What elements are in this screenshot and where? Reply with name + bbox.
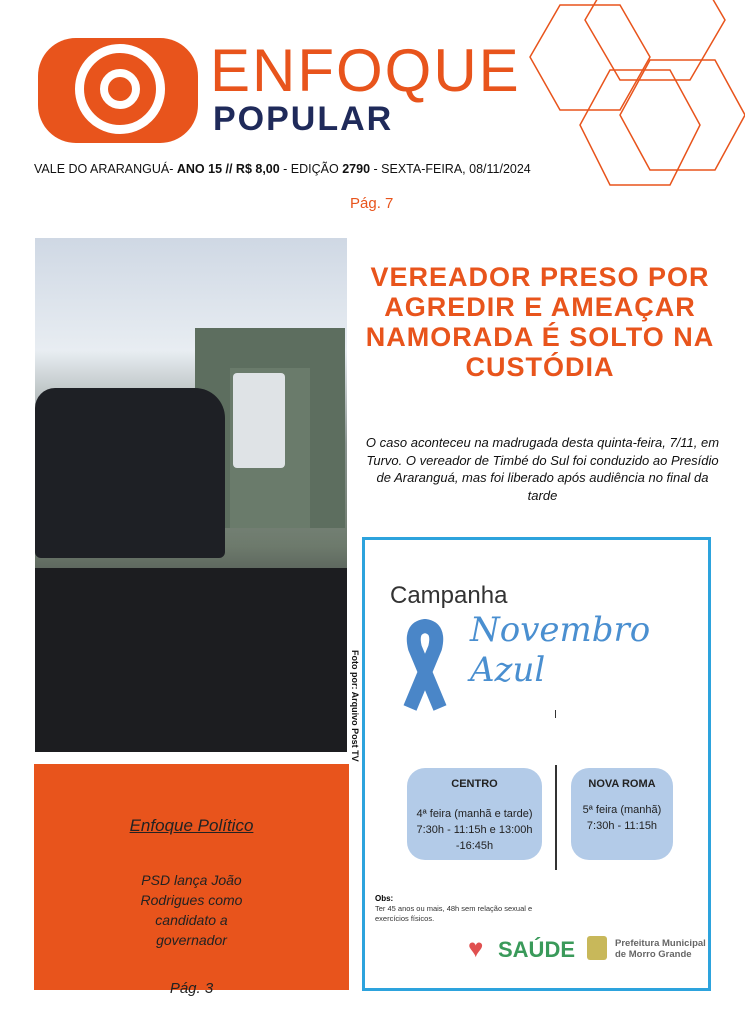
novembro-azul-ad	[362, 537, 711, 991]
masthead-subtitle: POPULAR	[213, 100, 394, 138]
obs-text: Ter 45 anos ou mais, 48h sem relação sexual e exercícios físicos.	[375, 904, 533, 923]
masthead-title: ENFOQUE	[210, 37, 521, 104]
logo-icon	[38, 38, 198, 143]
centro-schedule: CENTRO 4ª feira (manhã e tarde) 7:30h - 11:15h e 13:00h -16:45h	[407, 768, 542, 860]
obs-title: Obs:	[375, 894, 394, 903]
heart-icon: ♥	[468, 933, 484, 963]
saude-logo: SAÚDE	[498, 937, 576, 962]
headline[interactable]: VEREADOR PRESO POR AGREDIR E AMEAÇAR NAMORADA É SOLTO NA CUSTÓDIA	[365, 262, 715, 382]
coat-of-arms-icon	[587, 936, 607, 960]
prefeitura-logo: Prefeitura Municipal de Morro Grande	[615, 938, 706, 960]
politico-title: Enfoque Político	[129, 816, 254, 835]
politico-page: Pág. 3	[169, 980, 214, 997]
page-reference[interactable]: Pág. 7	[350, 195, 394, 212]
nova-roma-schedule: NOVA ROMA 5ª feira (manhã) 7:30h - 11:15h	[571, 768, 673, 860]
politico-summary: PSD lança João Rodrigues como candidato a governador	[140, 872, 243, 948]
hexagon-decoration-icon	[500, 0, 745, 200]
campanha-label: Campanha	[390, 582, 508, 609]
photo-credit: Foto por: Arquivo Post TV	[350, 650, 360, 762]
news-photo	[35, 238, 347, 752]
politico-box[interactable]	[34, 764, 349, 997]
dateline: VALE DO ARARANGUÁ- ANO 15 // R$ 8,00 - EDIÇÃO 2790 - SEXTA-FEIRA, 08/11/2024	[34, 162, 531, 176]
lede: O caso aconteceu na madrugada desta quinta-feira, 7/11, em Turvo. O vereador de Timbé do Sul foi conduzido ao Presídio de Araranguá, mas foi liberado após audiência no final da tarde	[365, 435, 720, 503]
campaign-name: Novembro Azul	[470, 610, 651, 690]
ribbon-icon	[390, 618, 460, 713]
